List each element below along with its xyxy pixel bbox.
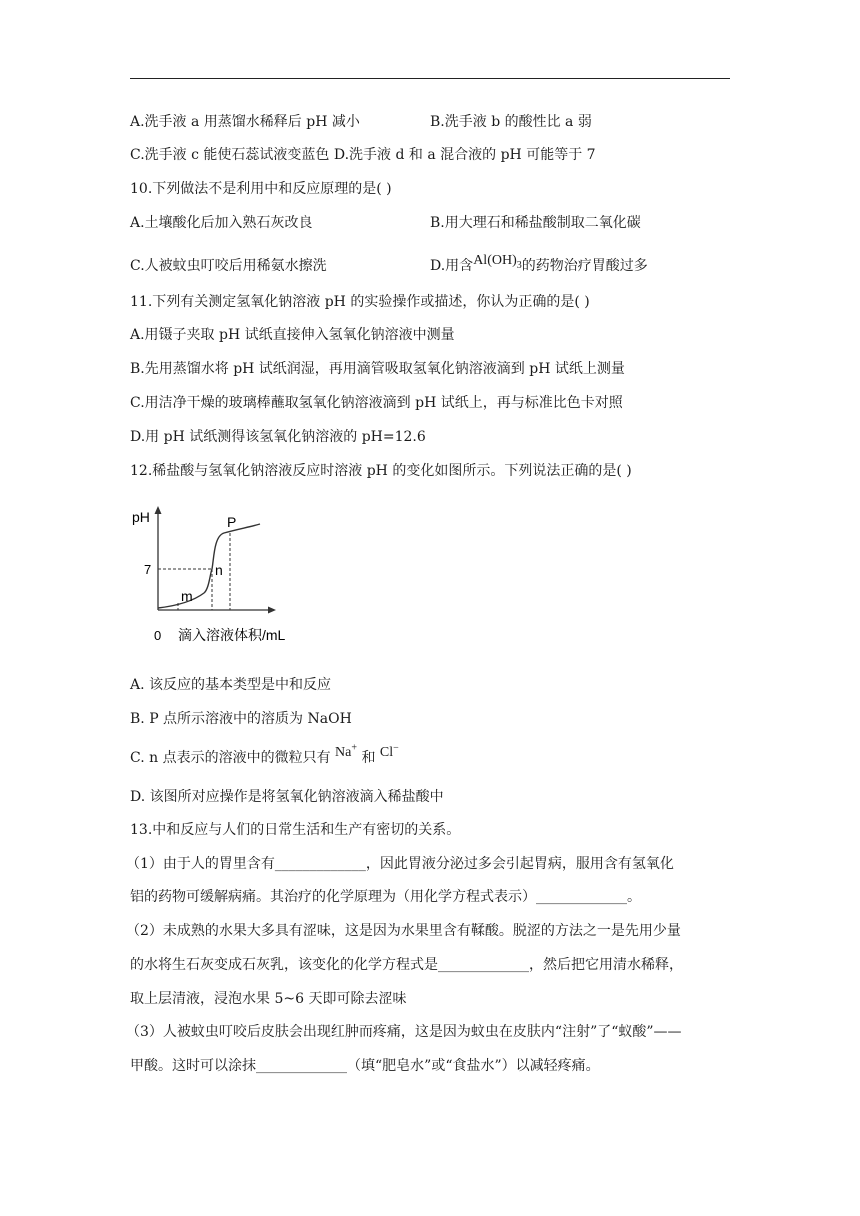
- origin-label: 0: [154, 628, 162, 643]
- q11-option-c: C.用洁净干燥的玻璃棒蘸取氢氧化钠溶液滴到 pH 试纸上，再与标准比色卡对照: [130, 395, 623, 411]
- point-n-label: n: [215, 562, 223, 578]
- q12-option-b: B. P 点所示溶液中的溶质为 NaOH: [130, 711, 352, 727]
- q11-option-b: B.先用蒸馏水将 pH 试纸润湿，再用滴管吸取氢氧化钠溶液滴到 pH 试纸上测量: [130, 361, 625, 377]
- q11-option-d: D.用 pH 试纸测得该氢氧化钠溶液的 pH=12.6: [130, 429, 426, 445]
- q12-stem: 12.稀盐酸与氢氧化钠溶液反应时溶液 pH 的变化如图所示。下列说法正确的是( ): [130, 463, 632, 479]
- q10-option-d-suffix: 的药物治疗胃酸过多: [521, 258, 648, 274]
- q11-stem: 11.下列有关测定氢氧化钠溶液 pH 的实验操作或描述，你认为正确的是( ): [130, 294, 590, 310]
- ph-curve: [158, 524, 260, 608]
- y-axis-label: pH: [132, 509, 150, 525]
- q13-part2-line2: 的水将生石灰变成石灰乳，该变化的化学方程式是_____________，然后把它用清水稀释，: [130, 957, 683, 973]
- aluminium-hydroxide-formula: $Al(OH)_3$: [473, 253, 522, 271]
- q9-option-b: B.洗手液 b 的酸性比 a 弱: [430, 114, 592, 130]
- ph-titration-curve-figure: [130, 500, 310, 650]
- q12-option-c: [130, 742, 399, 769]
- q10-option-c: C.人被蚊虫叮咬后用稀氨水擦洗: [130, 258, 327, 274]
- q13-part3-line1: （3）人被蚊虫叮咬后皮肤会出现红肿而疼痛，这是因为蚊虫在皮肤内“注射”了“蚁酸”——: [126, 1024, 682, 1040]
- q13-part3-line2: 甲酸。这时可以涂抹_____________（填“肥皂水”或“食盐水”）以减轻疼痛。: [130, 1058, 600, 1074]
- sodium-ion: Na+: [335, 742, 357, 760]
- q12-option-c-and: 和: [357, 750, 380, 766]
- q9-option-cd: C.洗手液 c 能使石蕊试液变蓝色 D.洗手液 d 和 a 混合液的 pH 可能等于 7: [130, 147, 596, 163]
- q12-option-a: A. 该反应的基本类型是中和反应: [130, 677, 332, 693]
- q10-option-d: [430, 253, 648, 277]
- q12-option-d: D. 该图所对应操作是将氢氧化钠溶液滴入稀盐酸中: [130, 789, 444, 805]
- q11-option-a: A.用镊子夹取 pH 试纸直接伸入氢氧化钠溶液中测量: [130, 327, 455, 343]
- q12-option-c-prefix: C. n 点表示的溶液中的微粒只有: [130, 750, 336, 766]
- point-m-label: m: [181, 588, 193, 604]
- y-axis-arrow: [155, 506, 162, 514]
- q10-stem: 10.下列做法不是利用中和反应原理的是( ): [130, 181, 392, 197]
- q13-part2-line1: （2）未成熟的水果大多具有涩味，这是因为水果里含有鞣酸。脱涩的方法之一是先用少量: [126, 923, 681, 939]
- q10-option-b: B.用大理石和稀盐酸制取二氧化碳: [430, 215, 641, 231]
- q13-part2-line3: 取上层清液，浸泡水果 5~6 天即可除去涩味: [130, 991, 407, 1007]
- q13-part1-line1: （1）由于人的胃里含有_____________，因此胃液分泌过多会引起胃病，服用含有氢氧化: [126, 856, 674, 872]
- header-rule: [130, 78, 730, 79]
- y-tick-7: 7: [144, 562, 152, 577]
- q10-option-a: A.土壤酸化后加入熟石灰改良: [130, 215, 313, 231]
- x-axis-label: 滴入溶液体积/mL: [178, 627, 286, 643]
- q9-option-a: A.洗手液 a 用蒸馏水稀释后 pH 减小: [130, 114, 360, 130]
- q10-option-d-prefix: D.用含: [430, 258, 474, 274]
- x-axis-arrow: [268, 607, 276, 614]
- q13-part1-line2: 铝的药物可缓解病痛。其治疗的化学原理为（用化学方程式表示）_____________。: [130, 889, 641, 905]
- q13-stem: 13.中和反应与人们的日常生活和生产有密切的关系。: [130, 822, 461, 838]
- point-p-label: P: [227, 514, 237, 530]
- chloride-ion: Cl−: [379, 742, 399, 760]
